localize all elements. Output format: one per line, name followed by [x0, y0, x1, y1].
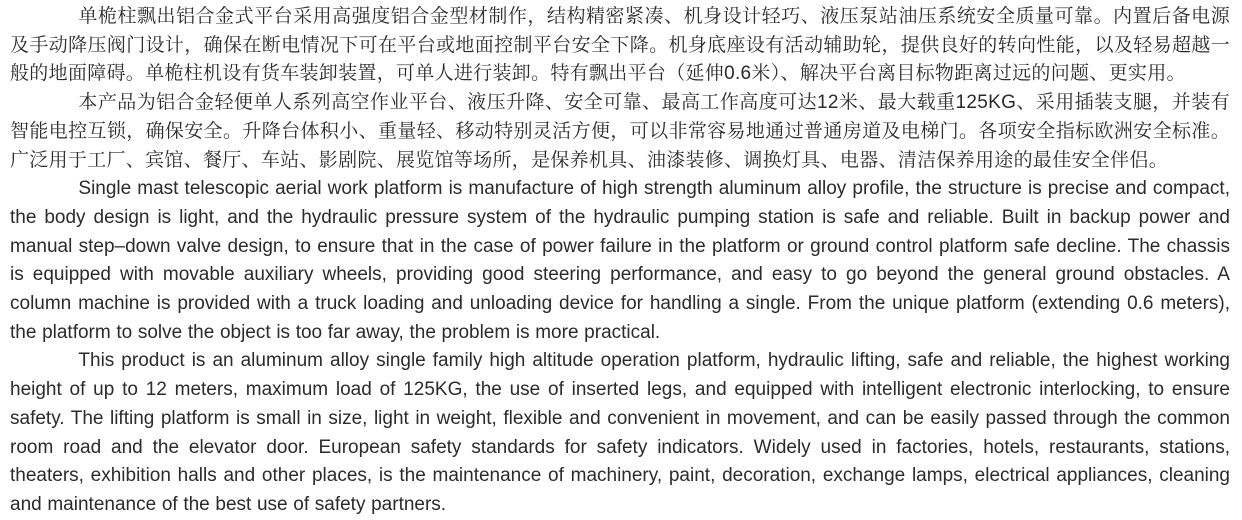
product-description-paragraph-zh-1: 单桅柱飘出铝合金式平台采用高强度铝合金型材制作，结构精密紧凑、机身设计轻巧、液压泵站油压系统安全质量可靠。内置后备电源及手动降压阀门设计，确保在断电情况下可在平台或地面控制平台安全下降。机身底座设有活动辅助轮，提供良好的转向性能，以及轻易超越一般的地面障碍。单桅柱机设有货车装卸装置，可单人进行装卸。特有飘出平台（延伸0.6米）、解决平台离目标物距离过远的问题、更实用。	[10, 6, 1230, 85]
product-description-paragraph-en-1: Single mast telescopic aerial work platform is manufacture of high strength aluminum alloy profile, the structure is precise and compact, the body design is light, and the hydraulic pressure system of the hydraulic pumping station is safe and reliable. Built in backup power and manual step–down valve design, to ensure that in the case of power failure in the platform or ground control platform safe decline. The chassis is equipped with movable auxiliary wheels, providing good steering performance, and easy to go beyond the general ground obstacles. A column machine is provided with a truck loading and unloading device for handling a single. From the unique platform (extending 0.6 meters), the platform to solve the object is too far away, the problem is more practical.	[10, 178, 1230, 343]
product-description-paragraph-en-2: This product is an aluminum alloy single family high altitude operation platform, hydraulic lifting, safe and reliable, the highest working height of up to 12 meters, maximum load of 125KG, the use of inserted legs, and equipped with intelligent electronic interlocking, to ensure safety. The lifting platform is small in size, light in weight, flexible and convenient in movement, and can be easily passed through the common room road and the elevator door. European safety standards for safety indicators. Widely used in factories, hotels, restaurants, stations, theaters, exhibition halls and other places, is the maintenance of machinery, paint, decoration, exchange lamps, electrical appliances, cleaning and maintenance of the best use of safety partners.	[10, 350, 1230, 515]
product-description-paragraph-zh-2: 本产品为铝合金轻便单人系列高空作业平台、液压升降、安全可靠、最高工作高度可达12米、最大载重125KG、采用插装支腿，并装有智能电控互锁，确保安全。升降台体积小、重量轻、移动特别灵活方便，可以非常容易地通过普通房道及电梯门。各项安全指标欧洲安全标准。广泛用于工厂、宾馆、餐厅、车站、影剧院、展览馆等场所，是保养机具、油漆装修、调换灯具、电器、清洁保养用途的最佳安全伴侣。	[10, 92, 1230, 171]
